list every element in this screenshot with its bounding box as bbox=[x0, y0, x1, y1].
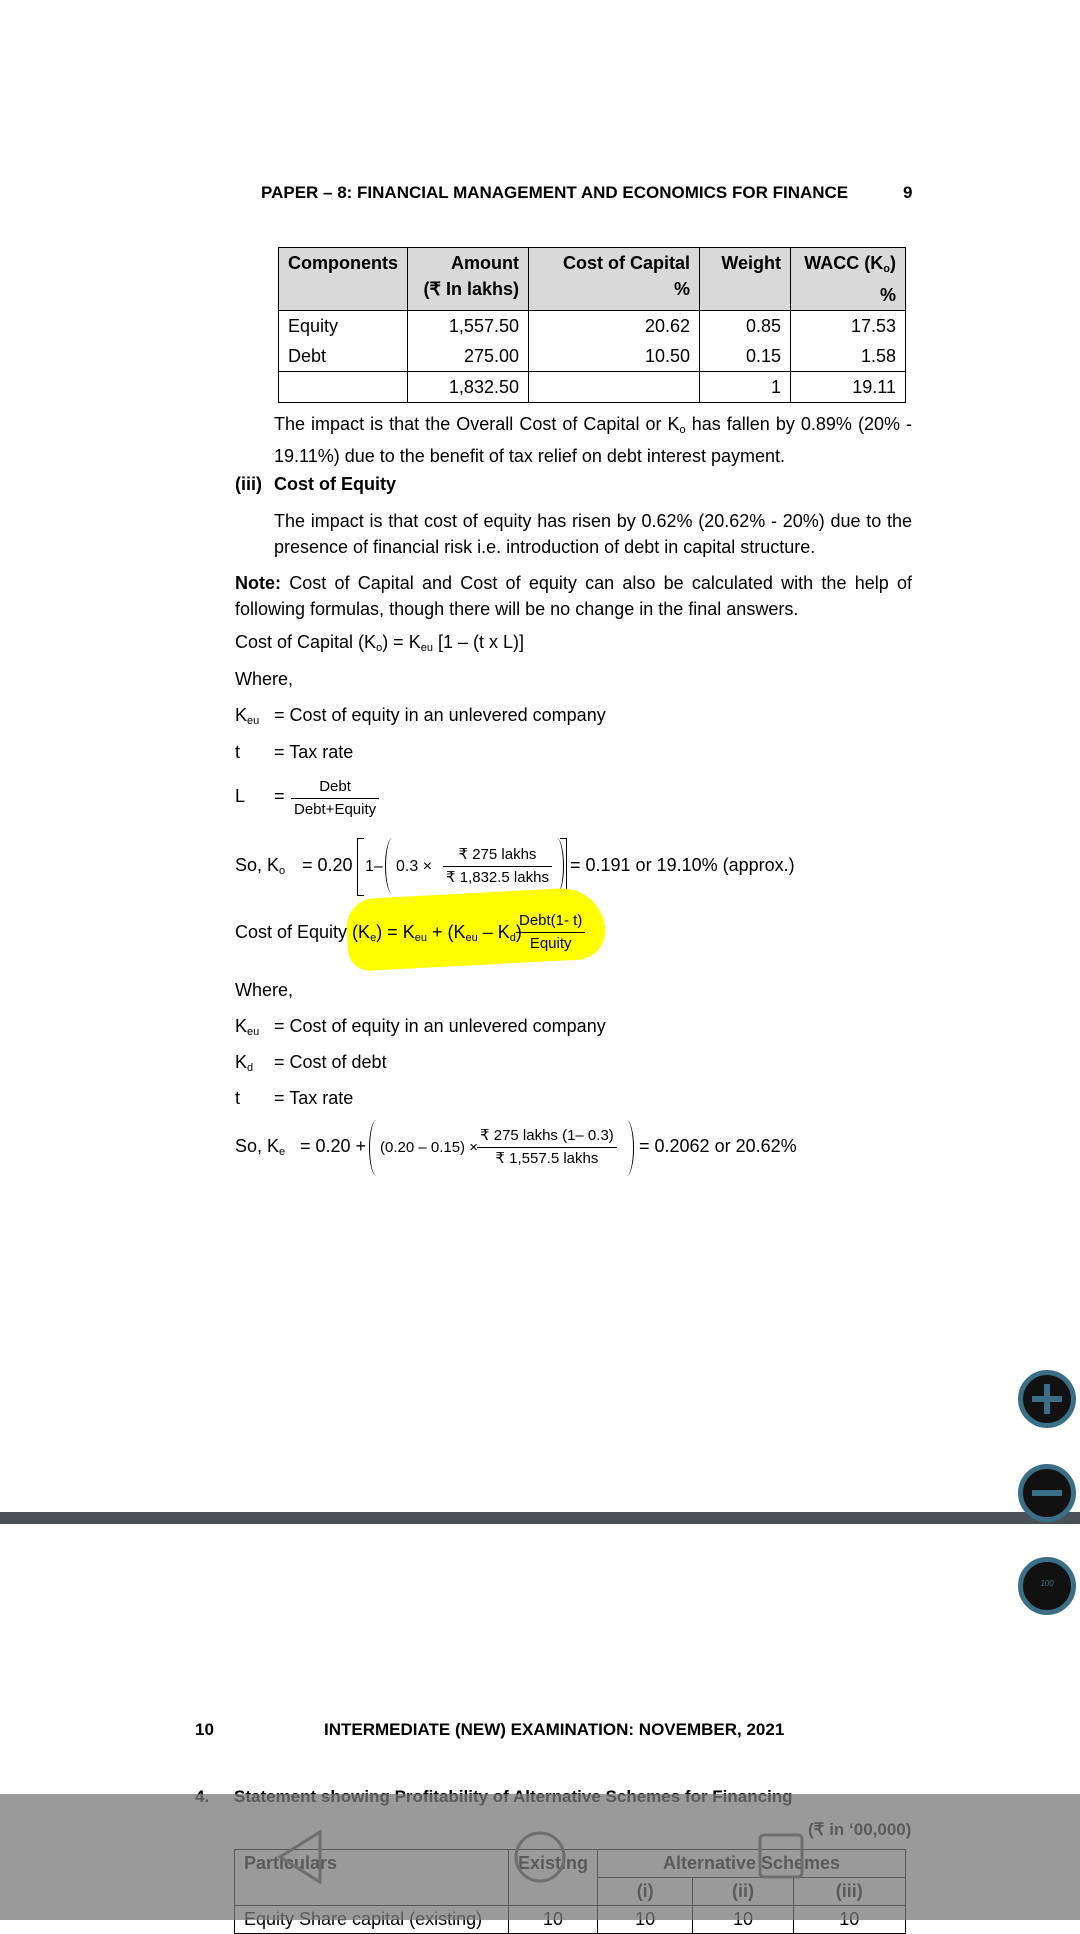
where-label: Where, bbox=[235, 669, 294, 689]
minus-icon bbox=[1032, 1490, 1062, 1496]
section-title: Cost of Equity bbox=[274, 474, 396, 494]
definition-t: = Tax rate bbox=[274, 742, 354, 762]
ke-formula: Cost of Equity $(K_e) = K_{eu} + (K_{eu} - K_d)$ bbox=[235, 922, 522, 944]
plus-icon-bar bbox=[1044, 1384, 1050, 1414]
right-bracket bbox=[560, 838, 567, 896]
table-header: Components bbox=[279, 248, 408, 311]
so-ko-fraction: $\frac{\text{₹ 275 lakhs}}{\text{₹ 1,832.5 lakhs}}$ bbox=[443, 846, 552, 887]
definition-keu-symbol: $K_{eu}$ bbox=[235, 1016, 260, 1038]
home-icon[interactable] bbox=[516, 1833, 564, 1881]
so-ko-base: = 0.20 bbox=[302, 855, 353, 875]
page-header: INTERMEDIATE (NEW) EXAMINATION: NOVEMBER, 2021 bbox=[324, 1720, 785, 1739]
definition-t-symbol: t bbox=[235, 1088, 241, 1108]
so-ke-label: So, $K_e$ bbox=[235, 1136, 286, 1158]
wacc-table bbox=[278, 247, 906, 403]
back-icon[interactable] bbox=[280, 1832, 320, 1882]
page-header: PAPER – 8: FINANCIAL MANAGEMENT AND ECONOMICS FOR FINANCE bbox=[261, 183, 849, 202]
table-row bbox=[279, 311, 906, 342]
right-paren bbox=[619, 1120, 634, 1176]
zoom-reset-button[interactable] bbox=[1018, 1557, 1076, 1615]
table-cell: Equity bbox=[279, 311, 408, 342]
so-ke-result: = 0.2062 or 20.62% bbox=[639, 1136, 797, 1156]
definition-keu: = Cost of equity in an unlevered company bbox=[274, 705, 606, 725]
definition-l-symbol: L bbox=[235, 786, 246, 806]
left-bracket bbox=[357, 838, 364, 896]
definition-t: = Tax rate bbox=[274, 1088, 354, 1108]
table-total-row bbox=[279, 372, 906, 403]
table-cell: 17.53 bbox=[791, 311, 906, 342]
so-ko-label: So, $K_o$ bbox=[235, 855, 286, 877]
table-header: Weight bbox=[700, 248, 791, 311]
l-fraction: $\frac{\text{Debt}}{\text{Debt+Equity}}$ bbox=[291, 778, 379, 819]
navigation-bar-icons bbox=[0, 1794, 1080, 1920]
ke-fraction: $\frac{\text{Debt(1- t)}}{\text{Equity}}$ bbox=[516, 912, 585, 953]
table-cell bbox=[279, 372, 408, 403]
equals-sign: = bbox=[274, 786, 285, 806]
note-paragraph: Note: Cost of Capital and Cost of equity can also be calculated with the help of following formulas, though there will be no change in the final answers. bbox=[235, 573, 912, 619]
table-cell bbox=[529, 372, 700, 403]
table-cell: 275.00 bbox=[408, 341, 529, 372]
so-ko-one-minus: 1– bbox=[365, 858, 383, 875]
definition-keu-symbol: $K_{eu}$ bbox=[235, 705, 260, 727]
table-cell: 1 bbox=[700, 372, 791, 403]
page-number: 10 bbox=[195, 1720, 214, 1739]
definition-kd-symbol: $K_d$ bbox=[235, 1052, 254, 1074]
impact-wacc-paragraph: The impact is that the Overall Cost of Capital or $K_o$ has fallen by 0.89% (20% - 19.11%) due to the benefit of tax relief on debt interest payment. bbox=[274, 414, 912, 466]
section-number: (iii) bbox=[235, 474, 262, 494]
so-ko-coefficient: 0.3 × bbox=[396, 858, 433, 875]
table-header-row bbox=[279, 248, 906, 311]
table-row bbox=[279, 341, 906, 372]
table-cell: 1.58 bbox=[791, 341, 906, 372]
page-divider bbox=[0, 1512, 1080, 1524]
so-ke-fraction: $\frac{\text{₹ 275 lakhs (1– 0.3)}}{\text{₹ 1,557.5 lakhs}}$ bbox=[477, 1127, 617, 1168]
definition-keu: = Cost of equity in an unlevered company bbox=[274, 1016, 606, 1036]
table-header: Amount (₹ In lakhs) bbox=[408, 248, 529, 311]
definition-kd: = Cost of debt bbox=[274, 1052, 387, 1072]
table-cell: 10.50 bbox=[529, 341, 700, 372]
table-cell: Debt bbox=[279, 341, 408, 372]
so-ke-base: = 0.20 + bbox=[300, 1136, 367, 1156]
navigation-bar bbox=[0, 1794, 1080, 1920]
zoom-reset-label: 100 bbox=[1040, 1579, 1054, 1588]
zoom-in-button[interactable] bbox=[1018, 1370, 1076, 1428]
ko-formula: Cost of Capital $(K_o) = K_{eu}$ [1 – (t x L)] bbox=[235, 632, 524, 654]
definition-t-symbol: t bbox=[235, 742, 241, 762]
recents-icon[interactable] bbox=[760, 1835, 802, 1877]
table-cell: 0.85 bbox=[700, 311, 791, 342]
zoom-out-button[interactable] bbox=[1018, 1464, 1076, 1522]
table-header: Cost of Capital % bbox=[529, 248, 700, 311]
table-cell: 19.11 bbox=[791, 372, 906, 403]
table-cell: 0.15 bbox=[700, 341, 791, 372]
where-label: Where, bbox=[235, 980, 294, 1000]
so-ke-inner: (0.20 – 0.15) × bbox=[380, 1139, 478, 1156]
table-cell: 20.62 bbox=[529, 311, 700, 342]
so-ko-result: = 0.191 or 19.10% (approx.) bbox=[570, 855, 795, 875]
table-cell: 1,557.50 bbox=[408, 311, 529, 342]
page-number: 9 bbox=[903, 183, 913, 202]
table-cell: 1,832.50 bbox=[408, 372, 529, 403]
impact-equity-paragraph: The impact is that cost of equity has risen by 0.62% (20.62% - 20%) due to the presence of financial risk i.e. introduction of debt in capital structure. bbox=[274, 511, 912, 557]
table-header: WACC $(K_o)$ % bbox=[791, 248, 906, 311]
